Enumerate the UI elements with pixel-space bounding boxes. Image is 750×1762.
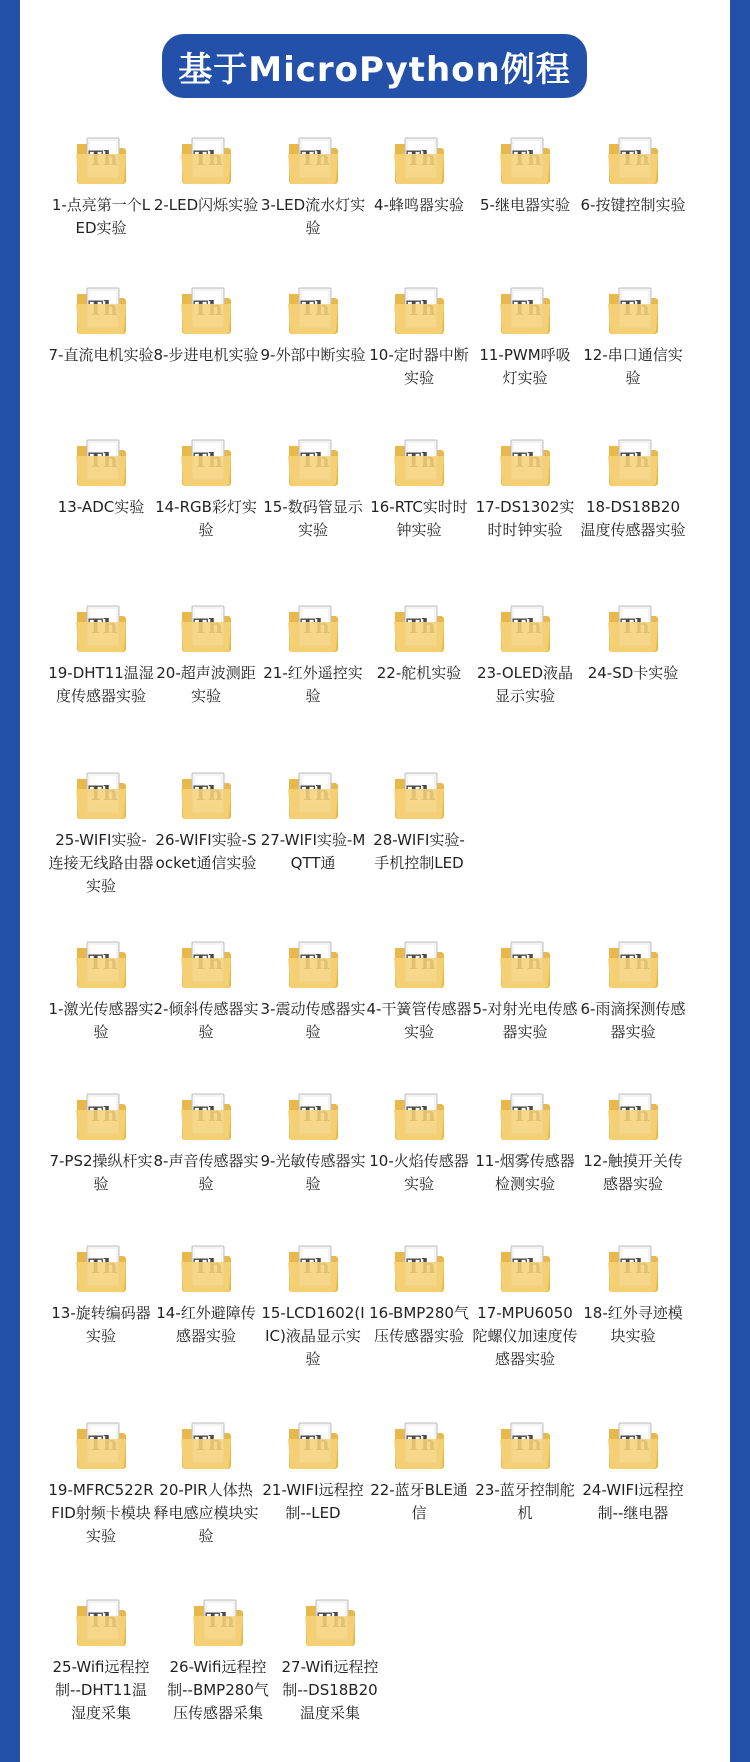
folder-item[interactable]	[366, 767, 472, 875]
folder-label: 12-串口通信实验	[583, 346, 683, 387]
folder-label: 21-WIFI远程控制--LED	[262, 1481, 364, 1522]
folder-item[interactable]	[48, 132, 154, 240]
folder-item[interactable]	[153, 1088, 259, 1196]
folder-item[interactable]	[472, 282, 578, 390]
folder-icon	[285, 600, 341, 656]
folder-icon	[73, 282, 129, 338]
folder-label: 22-舵机实验	[376, 664, 462, 682]
folder-icon	[391, 1088, 447, 1144]
folder-icon	[391, 767, 447, 823]
folder-label: 1-激光传感器实验	[48, 1000, 154, 1041]
folder-icon	[497, 434, 553, 490]
folder-icon	[285, 434, 341, 490]
folder-label: 19-DHT11温湿度传感器实验	[48, 664, 154, 705]
folder-item[interactable]	[48, 434, 154, 519]
folder-icon	[605, 282, 661, 338]
folder-label: 21-红外遥控实验	[263, 664, 363, 705]
folder-item[interactable]	[48, 936, 154, 1044]
folder-item[interactable]	[153, 767, 259, 875]
folder-item[interactable]	[153, 1417, 259, 1548]
folder-label: 5-继电器实验	[480, 196, 570, 214]
folder-icon	[285, 1240, 341, 1296]
folder-item[interactable]	[48, 1088, 154, 1196]
folder-icon	[178, 434, 234, 490]
folder-item[interactable]	[153, 434, 259, 542]
folder-label: 13-旋转编码器实验	[51, 1304, 151, 1345]
folder-item[interactable]	[48, 1240, 154, 1348]
folder-item[interactable]	[260, 600, 366, 708]
folder-label: 10-火焰传感器实验	[369, 1152, 469, 1193]
folder-icon	[285, 1088, 341, 1144]
folder-icon	[73, 132, 129, 188]
folder-label: 6-雨滴探测传感器实验	[580, 1000, 686, 1041]
folder-item[interactable]	[472, 1240, 578, 1371]
folder-item[interactable]	[153, 1240, 259, 1348]
folder-icon	[391, 1240, 447, 1296]
folder-icon	[285, 282, 341, 338]
folder-label: 9-外部中断实验	[260, 346, 366, 364]
folder-label: 2-倾斜传感器实验	[153, 1000, 259, 1041]
folder-item[interactable]	[580, 434, 686, 542]
folder-label: 15-LCD1602(IIC)液晶显示实验	[261, 1304, 365, 1368]
folder-item[interactable]	[366, 282, 472, 390]
folder-label: 5-对射光电传感器实验	[472, 1000, 578, 1041]
folder-label: 8-声音传感器实验	[153, 1152, 259, 1193]
folder-label: 26-Wifi远程控制--BMP280气压传感器采集	[167, 1658, 269, 1722]
folder-icon	[178, 600, 234, 656]
folder-label: 24-SD卡实验	[587, 664, 679, 682]
folder-icon	[285, 1417, 341, 1473]
folder-item[interactable]	[165, 1594, 271, 1725]
folder-item[interactable]	[580, 282, 686, 390]
folder-icon	[178, 282, 234, 338]
folder-item[interactable]	[472, 936, 578, 1044]
folder-item[interactable]	[580, 1417, 686, 1525]
folder-item[interactable]	[472, 1088, 578, 1196]
folder-icon	[302, 1594, 358, 1650]
folder-item[interactable]	[153, 132, 259, 217]
folder-icon	[605, 1088, 661, 1144]
folder-label: 27-Wifi远程控制--DS18B20温度采集	[281, 1658, 379, 1722]
folder-icon	[605, 936, 661, 992]
folder-item[interactable]	[260, 1417, 366, 1525]
folder-icon	[285, 936, 341, 992]
folder-label: 25-Wifi远程控制--DHT11温湿度采集	[52, 1658, 150, 1722]
folder-label: 18-红外寻迹模块实验	[583, 1304, 683, 1345]
folder-icon	[178, 132, 234, 188]
folder-item[interactable]	[580, 936, 686, 1044]
folder-item[interactable]	[580, 1088, 686, 1196]
folder-icon	[73, 936, 129, 992]
folder-label: 7-直流电机实验	[48, 346, 154, 364]
folder-icon	[497, 936, 553, 992]
folder-item[interactable]	[153, 282, 259, 367]
folder-label: 4-蜂鸣器实验	[374, 196, 464, 214]
folder-label: 12-触摸开关传感器实验	[583, 1152, 683, 1193]
folder-icon	[497, 1088, 553, 1144]
folder-icon	[605, 434, 661, 490]
folder-icon	[285, 767, 341, 823]
folder-icon	[605, 1417, 661, 1473]
folder-item[interactable]	[580, 1240, 686, 1348]
folder-item[interactable]	[48, 282, 154, 367]
folder-item[interactable]	[366, 1417, 472, 1525]
folder-label: 23-蓝牙控制舵机	[475, 1481, 575, 1522]
folder-label: 17-MPU6050陀螺仪加速度传感器实验	[472, 1304, 578, 1368]
folder-item[interactable]	[153, 600, 259, 708]
folder-icon	[178, 1417, 234, 1473]
folder-icon	[178, 1088, 234, 1144]
folder-icon	[497, 1240, 553, 1296]
folder-label: 18-DS18B20温度传感器实验	[580, 498, 686, 539]
folder-label: 28-WIFI实验-手机控制LED	[373, 831, 465, 872]
folder-item[interactable]	[472, 1417, 578, 1525]
folder-icon	[178, 767, 234, 823]
folder-icon	[73, 1417, 129, 1473]
folder-item[interactable]	[48, 1594, 154, 1725]
folder-label: 9-光敏传感器实验	[260, 1152, 366, 1193]
folder-icon	[497, 132, 553, 188]
folder-icon	[497, 600, 553, 656]
folder-icon	[73, 434, 129, 490]
folder-label: 14-RGB彩灯实验	[155, 498, 257, 539]
folder-label: 11-烟雾传感器检测实验	[475, 1152, 575, 1193]
folder-icon	[178, 1240, 234, 1296]
folder-label: 20-PIR人体热释电感应模块实验	[153, 1481, 259, 1545]
folder-item[interactable]	[472, 600, 578, 708]
folder-label: 8-步进电机实验	[153, 346, 259, 364]
folder-icon	[605, 1240, 661, 1296]
folder-item[interactable]	[472, 434, 578, 542]
folder-item[interactable]	[580, 132, 686, 217]
folder-label: 6-按键控制实验	[580, 196, 686, 214]
folder-icon	[73, 1240, 129, 1296]
folder-label: 3-LED流水灯实验	[260, 196, 366, 237]
folder-item[interactable]	[366, 936, 472, 1044]
folder-label: 2-LED闪烁实验	[153, 196, 259, 214]
folder-icon	[73, 1594, 129, 1650]
folder-label: 22-蓝牙BLE通信	[370, 1481, 468, 1522]
folder-icon	[285, 132, 341, 188]
folder-icon	[391, 282, 447, 338]
folder-label: 15-数码管显示实验	[263, 498, 363, 539]
folder-item[interactable]	[153, 936, 259, 1044]
folder-icon	[605, 600, 661, 656]
folder-item[interactable]	[260, 936, 366, 1044]
folder-label: 26-WIFI实验-Socket通信实验	[155, 831, 257, 872]
folder-icon	[497, 282, 553, 338]
folder-icon	[73, 767, 129, 823]
folder-label: 13-ADC实验	[57, 498, 145, 516]
folder-item[interactable]	[260, 132, 366, 240]
folder-label: 23-OLED液晶显示实验	[476, 664, 574, 705]
folder-icon	[497, 1417, 553, 1473]
folder-label: 19-MFRC522RFID射频卡模块实验	[48, 1481, 154, 1545]
folder-item[interactable]	[260, 1240, 366, 1371]
folder-item[interactable]	[366, 434, 472, 542]
folder-icon	[391, 434, 447, 490]
folder-label: 11-PWM呼吸灯实验	[479, 346, 571, 387]
folder-label: 27-WIFI实验-MQTT通	[260, 831, 366, 872]
folder-label: 16-BMP280气压传感器实验	[369, 1304, 469, 1345]
folder-label: 25-WIFI实验-连接无线路由器实验	[48, 831, 154, 895]
folder-icon	[391, 600, 447, 656]
folder-icon	[391, 132, 447, 188]
folder-item[interactable]	[48, 767, 154, 898]
page-title: 基于MicroPython例程	[162, 34, 587, 98]
folder-label: 3-震动传感器实验	[260, 1000, 366, 1041]
folder-icon	[178, 936, 234, 992]
folder-icon	[73, 1088, 129, 1144]
folder-label: 4-干簧管传感器实验	[366, 1000, 472, 1041]
folder-item[interactable]	[580, 600, 686, 685]
folder-label: 16-RTC实时时钟实验	[370, 498, 468, 539]
folder-icon	[605, 132, 661, 188]
folder-label: 7-PS2操纵杆实验	[49, 1152, 153, 1193]
folder-item[interactable]	[48, 1417, 154, 1548]
folder-label: 20-超声波测距实验	[156, 664, 256, 705]
folder-item[interactable]	[260, 434, 366, 542]
folder-icon	[73, 600, 129, 656]
folder-item[interactable]	[472, 132, 578, 217]
folder-label: 1-点亮第一个LED实验	[51, 196, 151, 237]
folder-item[interactable]	[260, 1088, 366, 1196]
folder-icon	[391, 1417, 447, 1473]
folder-label: 17-DS1302实时时钟实验	[475, 498, 575, 539]
folder-item[interactable]	[48, 600, 154, 708]
folder-item[interactable]	[260, 767, 366, 875]
folder-item[interactable]	[366, 1240, 472, 1348]
folder-item[interactable]	[366, 600, 472, 685]
folder-item[interactable]	[366, 1088, 472, 1196]
folder-item[interactable]	[366, 132, 472, 217]
folder-icon	[190, 1594, 246, 1650]
folder-label: 14-红外避障传感器实验	[156, 1304, 256, 1345]
folder-label: 24-WIFI远程控制--继电器	[582, 1481, 684, 1522]
folder-icon	[391, 936, 447, 992]
folder-label: 10-定时器中断实验	[369, 346, 469, 387]
folder-item[interactable]	[277, 1594, 383, 1725]
folder-item[interactable]	[260, 282, 366, 367]
